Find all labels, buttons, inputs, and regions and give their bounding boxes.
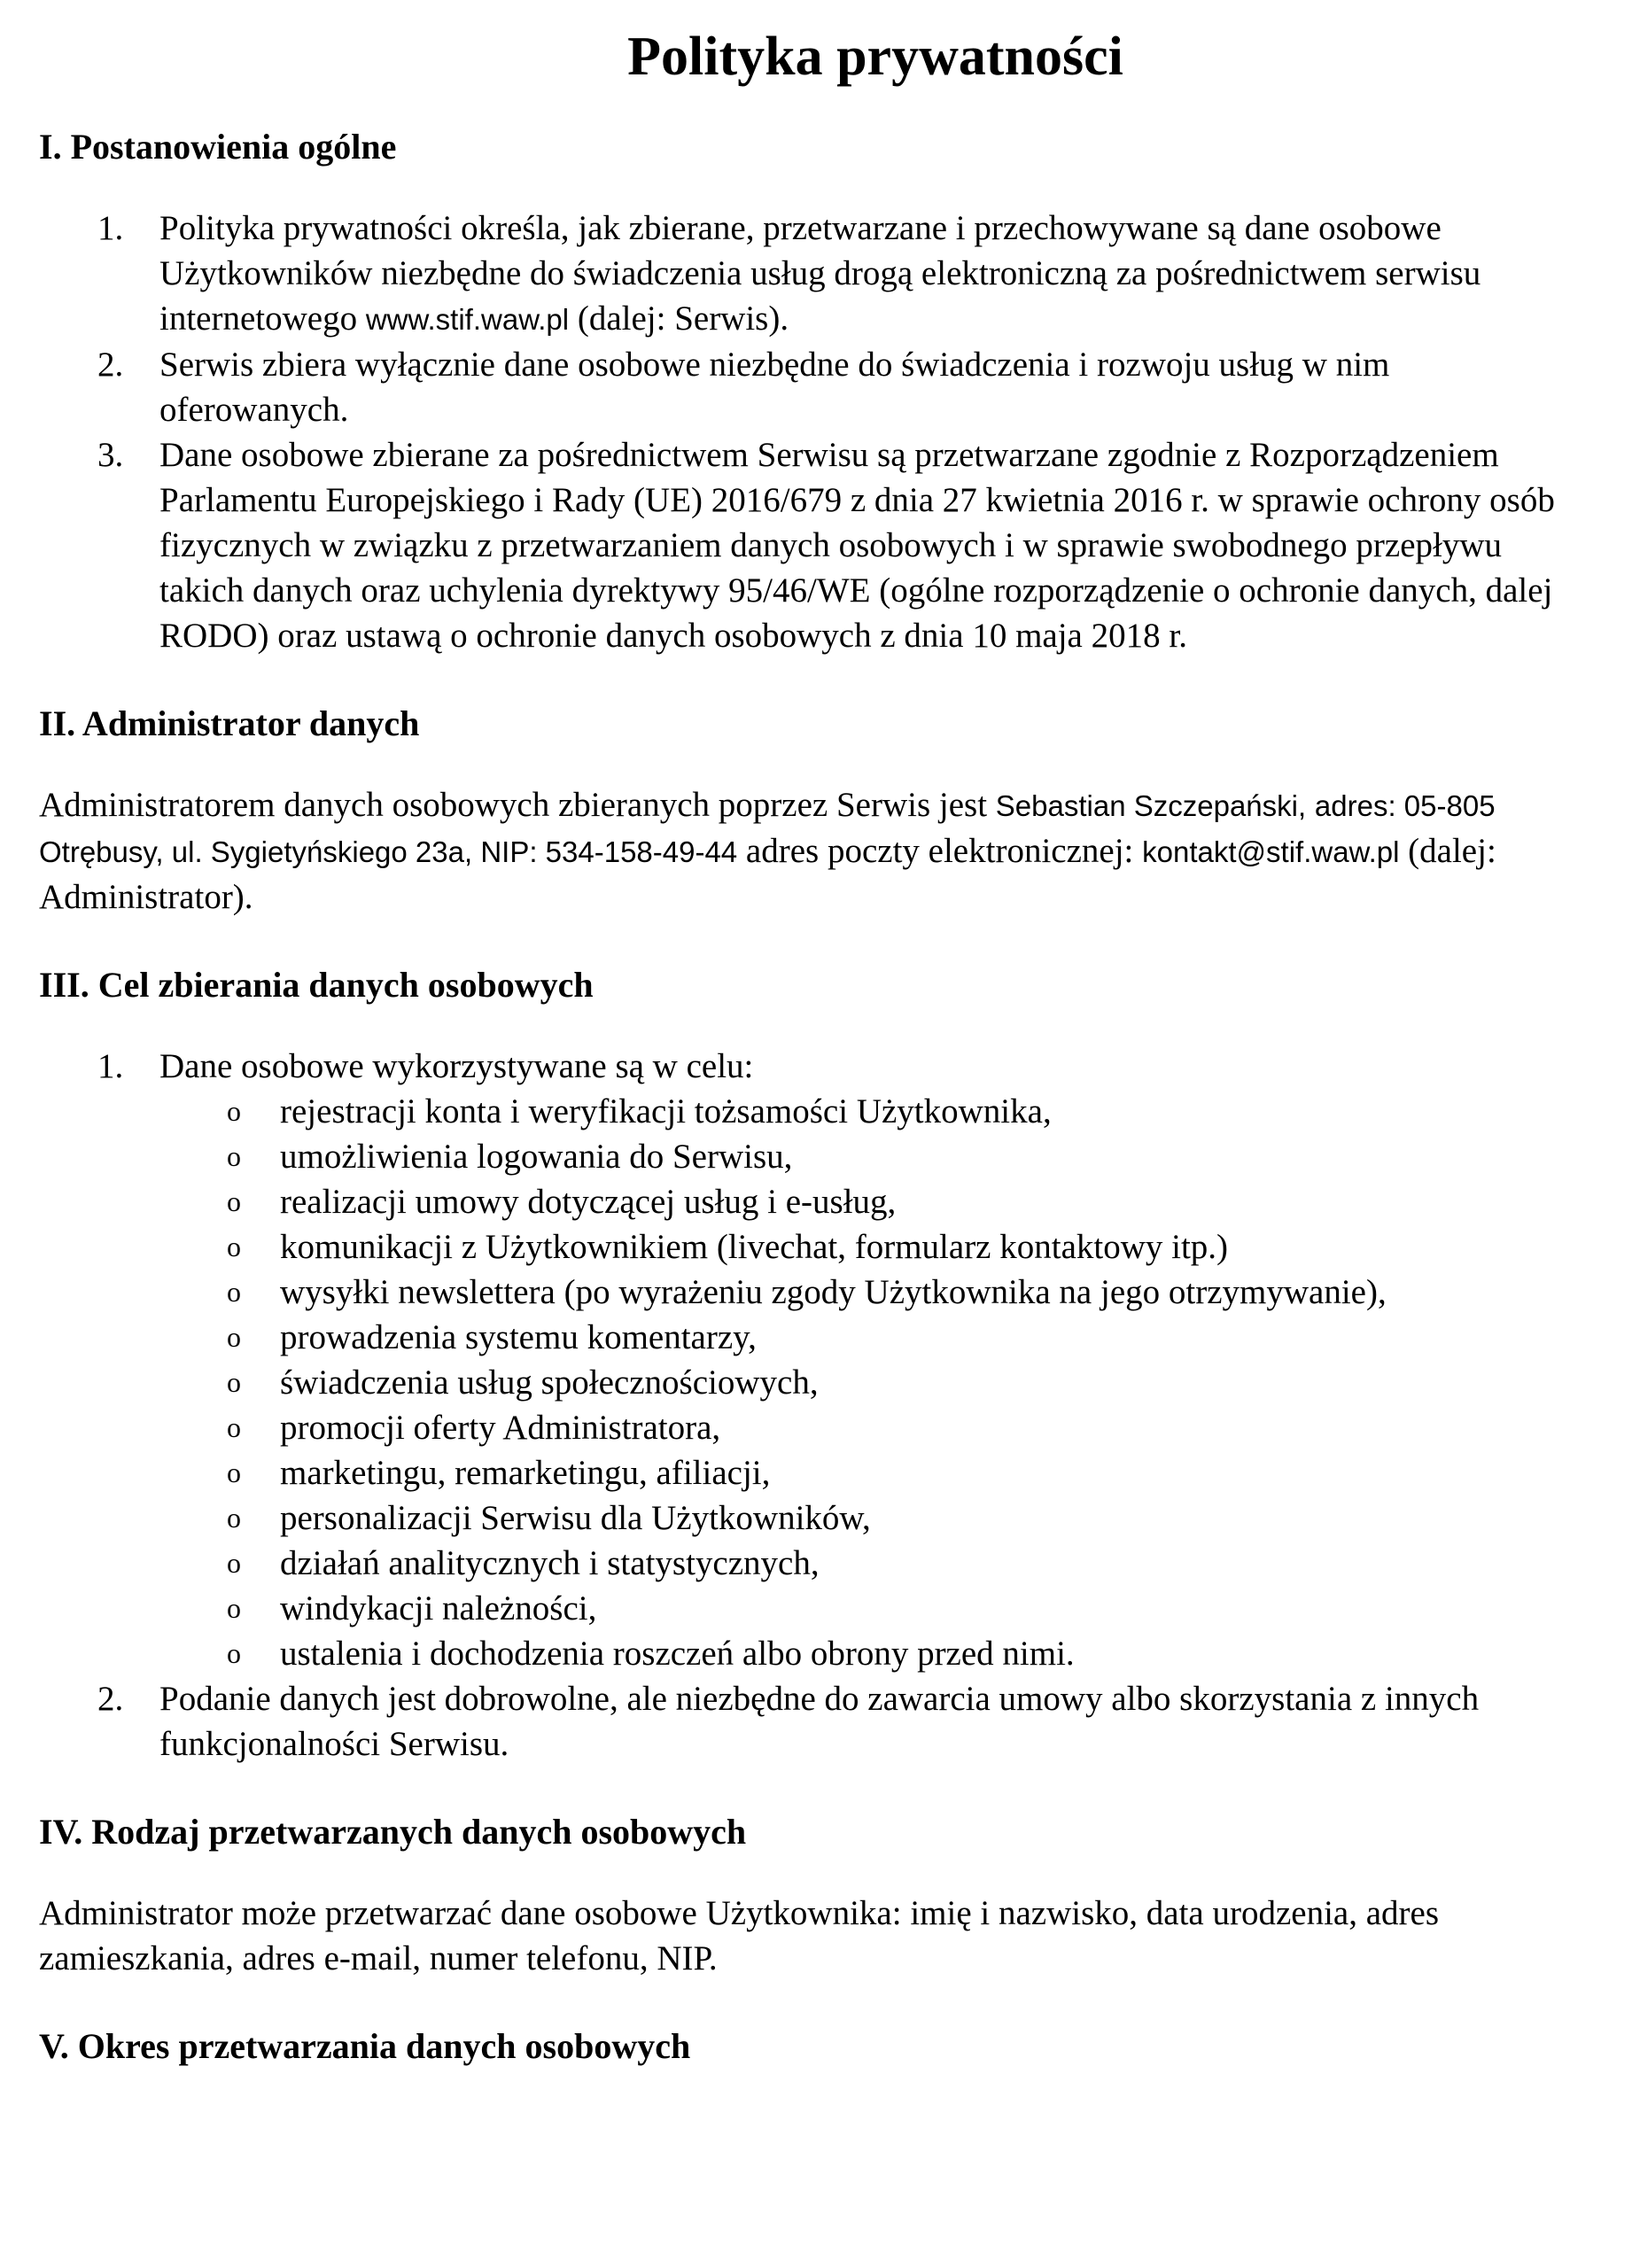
bullet-text: ustalenia i dochodzenia roszczeń albo obrony przed nimi. <box>280 1635 1075 1673</box>
purpose-list <box>39 1044 1570 1767</box>
bullet-marker: o <box>227 1456 241 1488</box>
bullet-marker: o <box>227 1502 241 1534</box>
bullet-text: windykacji należności, <box>280 1589 597 1627</box>
bullet-item <box>159 1360 1570 1405</box>
bullet-item <box>159 1450 1570 1495</box>
section-heading-processing-period: V. Okres przetwarzania danych osobowych <box>39 2026 691 2066</box>
bullet-marker: o <box>227 1366 241 1398</box>
bullet-marker: o <box>227 1637 241 1669</box>
bullet-item <box>159 1270 1570 1315</box>
bullet-marker: o <box>227 1185 241 1217</box>
bullet-marker: o <box>227 1592 241 1624</box>
item-number: 2. <box>97 346 124 384</box>
section-heading-administrator: II. Administrator danych <box>39 703 420 743</box>
section-heading-data-types: IV. Rodzaj przetwarzanych danych osobowych <box>39 1812 747 1852</box>
item-number: 2. <box>97 1680 124 1718</box>
bullet-marker: o <box>227 1276 241 1308</box>
item-text: Podanie danych jest dobrowolne, ale niezbędne do zawarcia umowy albo skorzystania z innych funkcjonalności Serwisu. <box>159 1680 1480 1763</box>
item-number: 1. <box>97 209 124 247</box>
item-text: (dalej: Serwis). <box>569 299 789 338</box>
page-title: Polityka prywatności <box>627 27 1123 87</box>
list-item <box>39 342 1570 432</box>
bullet-text: promocji oferty Administratora, <box>280 1409 721 1447</box>
bullet-text: wysyłki newslettera (po wyrażeniu zgody Użytkownika na jego otrzymywanie), <box>280 1273 1387 1311</box>
bullet-marker: o <box>227 1321 241 1353</box>
paragraph-text: adres poczty elektronicznej: <box>737 832 1134 870</box>
item-text: Dane osobowe wykorzystywane są w celu: <box>159 1047 754 1085</box>
item-text: Dane osobowe zbierane za pośrednictwem Serwisu są przetwarzane zgodnie z Rozporządzeniem Parlamentu Europejskiego i Rady (UE) 2016/679 z dnia 27 kwietnia 2016 r. w sprawie ochrony osób fizycznych w związku z przetwarzaniem danych osobowych i w sprawie swobodnego przepływu takich danych oraz uchylenia dyrektywy 95/46/WE (ogólne rozporządzenie o ochronie danych, dalej RODO) oraz ustawą o ochronie danych osobowych z dnia 10 maja 2018 r. <box>159 436 1555 655</box>
bullet-item <box>159 1631 1570 1676</box>
bullet-item <box>159 1586 1570 1631</box>
bullet-item <box>159 1315 1570 1360</box>
purpose-bullet-list <box>159 1089 1570 1676</box>
bullet-text: marketingu, remarketingu, afiliacji, <box>280 1454 771 1492</box>
item-number: 3. <box>97 436 124 474</box>
bullet-text: działań analitycznych i statystycznych, <box>280 1544 820 1582</box>
email-link[interactable]: kontakt@stif.waw.pl <box>1142 835 1400 868</box>
bullet-marker: o <box>227 1095 241 1127</box>
administrator-name: Sebastian Szczepański, <box>995 789 1307 822</box>
bullet-item <box>159 1089 1570 1134</box>
bullet-marker: o <box>227 1231 241 1262</box>
bullet-item <box>159 1405 1570 1450</box>
bullet-item <box>159 1541 1570 1586</box>
bullet-text: prowadzenia systemu komentarzy, <box>280 1318 757 1356</box>
general-provisions-list <box>39 206 1570 658</box>
bullet-text: świadczenia usług społecznościowych, <box>280 1363 819 1402</box>
list-item <box>39 432 1570 658</box>
list-item <box>39 206 1570 342</box>
section-heading-purpose: III. Cel zbierania danych osobowych <box>39 965 594 1005</box>
paragraph-text: (dalej: Administrator). <box>39 832 1496 916</box>
bullet-item <box>159 1224 1570 1270</box>
administrator-address: adres: 05-805 Otrębusy, ul. Sygietyńskiego 23a, NIP: 534-158-49-44 <box>39 789 1496 868</box>
bullet-text: rejestracji konta i weryfikacji tożsamości Użytkownika, <box>280 1092 1052 1130</box>
bullet-item <box>159 1179 1570 1224</box>
bullet-item <box>159 1495 1570 1541</box>
administrator-paragraph <box>39 782 1570 920</box>
bullet-text: umożliwienia logowania do Serwisu, <box>280 1138 793 1176</box>
website-link[interactable]: www.stif.waw.pl <box>365 303 570 336</box>
list-item <box>39 1676 1570 1767</box>
bullet-text: personalizacji Serwisu dla Użytkowników, <box>280 1499 871 1537</box>
data-types-paragraph: Administrator może przetwarzać dane osobowe Użytkownika: imię i nazwisko, data urodzenia, adres zamieszkania, adres e-mail, numer telefonu, NIP. <box>39 1894 1440 1977</box>
list-item <box>39 1044 1570 1676</box>
item-text: Serwis zbiera wyłącznie dane osobowe niezbędne do świadczenia i rozwoju usług w nim oferowanych. <box>159 346 1390 429</box>
bullet-text: komunikacji z Użytkownikiem (livechat, formularz kontaktowy itp.) <box>280 1228 1229 1266</box>
bullet-marker: o <box>227 1411 241 1443</box>
item-text: Polityka prywatności określa, jak zbierane, przetwarzane i przechowywane są dane osobowe Użytkowników niezbędne do świadczenia usług drogą elektroniczną za pośrednictwem serwisu internetowego <box>159 209 1481 338</box>
bullet-text: realizacji umowy dotyczącej usług i e-usług, <box>280 1183 897 1221</box>
paragraph-text: Administratorem danych osobowych zbieranych poprzez Serwis jest <box>39 786 996 824</box>
bullet-marker: o <box>227 1140 241 1172</box>
bullet-item <box>159 1134 1570 1179</box>
section-heading-general: I. Postanowienia ogólne <box>39 127 397 167</box>
bullet-marker: o <box>227 1547 241 1579</box>
item-number: 1. <box>97 1047 124 1085</box>
